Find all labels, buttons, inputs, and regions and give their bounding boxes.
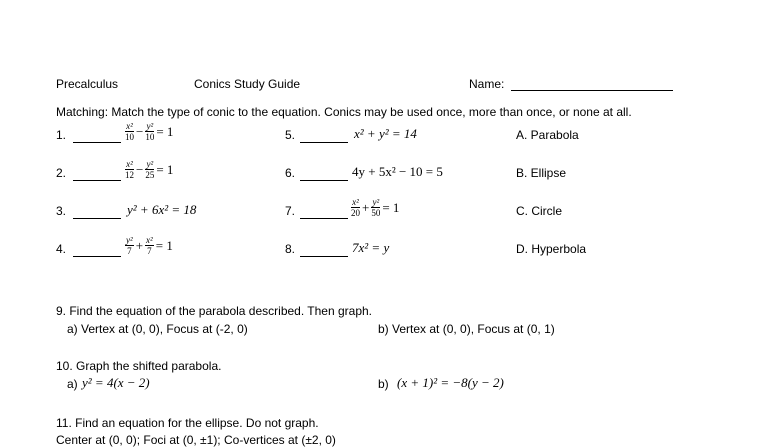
- q11-prompt: 11. Find an equation for the ellipse. Do not graph.: [56, 416, 319, 430]
- fraction-numerator: y²: [146, 159, 154, 169]
- fraction-denominator: 20: [351, 208, 360, 218]
- choice-a: A. Parabola: [516, 128, 579, 142]
- equation-5: x² + y² = 14: [354, 126, 417, 141]
- fraction-numerator: x²: [126, 121, 133, 131]
- course-label: Precalculus: [56, 77, 119, 91]
- equation-7: [351, 197, 399, 219]
- q10-part-a-label: a): [67, 377, 78, 391]
- item-number: 1.: [56, 128, 67, 142]
- item-number: 6.: [285, 166, 296, 180]
- item-number: 4.: [56, 242, 67, 256]
- rhs: = 1: [156, 124, 174, 139]
- equation-2: [125, 159, 173, 181]
- q10-part-a-equation: y² = 4(x − 2): [82, 375, 150, 390]
- q11-partial-line: Center at (0, 0); Foci at (0, ±1); Co-vertices at (±2, 0): [56, 433, 336, 447]
- item-number: 8.: [285, 242, 296, 256]
- operator: −: [136, 124, 144, 139]
- choice-b: B. Ellipse: [516, 166, 567, 180]
- fraction-numerator: y²: [146, 121, 154, 131]
- name-label: Name:: [469, 77, 505, 91]
- fraction-denominator: 10: [125, 132, 134, 142]
- equation-8: 7x² = y: [352, 240, 390, 255]
- fraction-denominator: 7: [147, 246, 152, 256]
- answer-blank-1[interactable]: [73, 129, 121, 143]
- equation-6: 4y + 5x² − 10 = 5: [352, 164, 443, 179]
- item-number: 5.: [285, 128, 296, 142]
- q10-part-b-equation: (x + 1)² = −8(y − 2): [397, 375, 504, 390]
- fraction-denominator: 50: [371, 208, 381, 218]
- fraction-denominator: 12: [125, 170, 134, 180]
- choice-d: D. Hyperbola: [516, 242, 587, 256]
- fraction-numerator: x²: [146, 235, 153, 245]
- fraction-denominator: 25: [145, 170, 155, 180]
- answer-blank-3[interactable]: [73, 205, 121, 219]
- q9-part-b: b) Vertex at (0, 0), Focus at (0, 1): [378, 322, 555, 336]
- answer-blank-8[interactable]: [300, 243, 348, 257]
- equation-1: [125, 121, 173, 143]
- name-field[interactable]: [511, 77, 673, 91]
- rhs: = 1: [155, 238, 173, 253]
- q10-prompt: 10. Graph the shifted parabola.: [56, 359, 222, 373]
- matching-instruction: Matching: Match the type of conic to the equation. Conics may be used once, more than once, or none at all.: [56, 105, 632, 119]
- document-title: Conics Study Guide: [194, 77, 301, 91]
- answer-blank-4[interactable]: [73, 243, 121, 257]
- equation-4: [125, 235, 173, 257]
- equation-3: y² + 6x² = 18: [127, 202, 197, 217]
- choice-c: C. Circle: [516, 204, 563, 218]
- operator: +: [135, 238, 144, 253]
- item-number: 3.: [56, 204, 67, 218]
- operator: +: [362, 200, 370, 215]
- q10-part-b-label: b): [378, 377, 389, 391]
- fraction-numerator: x²: [352, 197, 359, 207]
- q9-prompt: 9. Find the equation of the parabola described. Then graph.: [56, 304, 373, 318]
- rhs: = 1: [156, 162, 174, 177]
- fraction-numerator: x²: [126, 159, 133, 169]
- fraction-numerator: y²: [126, 235, 133, 245]
- fraction-numerator: y²: [372, 197, 380, 207]
- fraction-denominator: 10: [145, 132, 155, 142]
- answer-blank-2[interactable]: [73, 167, 121, 181]
- rhs: = 1: [382, 200, 400, 215]
- answer-blank-5[interactable]: [300, 129, 348, 143]
- answer-blank-7[interactable]: [300, 205, 348, 219]
- item-number: 7.: [285, 204, 296, 218]
- q9-part-a: a) Vertex at (0, 0), Focus at (-2, 0): [67, 322, 248, 336]
- fraction-denominator: 7: [127, 246, 132, 256]
- answer-blank-6[interactable]: [300, 167, 348, 181]
- operator: −: [136, 162, 144, 177]
- item-number: 2.: [56, 166, 67, 180]
